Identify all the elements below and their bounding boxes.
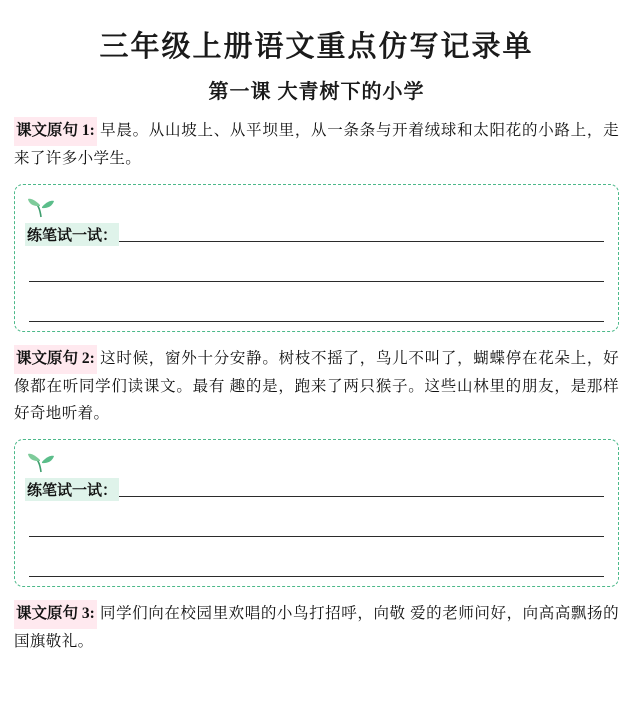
passage-block-3 [14,600,619,655]
passage-block-1 [14,117,619,172]
writing-line [119,241,604,242]
writing-line [29,536,604,537]
practice-label-2: 练笔试一试： [25,478,119,501]
writing-line [119,496,604,497]
passage-text-3: 同学们向在校园里欢唱的小鸟打招呼，向敬 爱的老师问好，向高高飘扬的国旗敬礼。 [14,605,619,650]
page-title: 三年级上册语文重点仿写记录单 [99,31,534,63]
writing-line [29,576,604,577]
passage-text-2: 这时候，窗外十分安静。树枝不摇了，鸟儿不叫了，蝴蝶停在花朵上，好像都在听同学们读课文。最有 趣的是，跑来了两只猴子。这些山林里的朋友，是那样好奇地听着。 [14,350,619,422]
practice-label-1: 练笔试一试： [25,223,119,246]
passage-tag-3: 课文原句 3: [14,600,97,629]
practice-box-1[interactable] [14,184,619,332]
writing-line [29,321,604,322]
sprout-icon [27,193,57,219]
passage-block-2 [14,345,619,427]
passage-tag-1: 课文原句 1: [14,117,97,146]
passage-text-1: 早晨。从山坡上、从平坝里，从一条条与开着绒球和太阳花的小路上，走来了许多小学生。 [14,122,619,167]
passage-tag-2: 课文原句 2: [14,345,97,374]
worksheet-page [0,24,633,723]
sprout-icon [27,448,57,474]
page-subtitle: 第一课 大青树下的小学 [208,81,425,103]
practice-box-2[interactable] [14,439,619,587]
writing-line [29,281,604,282]
